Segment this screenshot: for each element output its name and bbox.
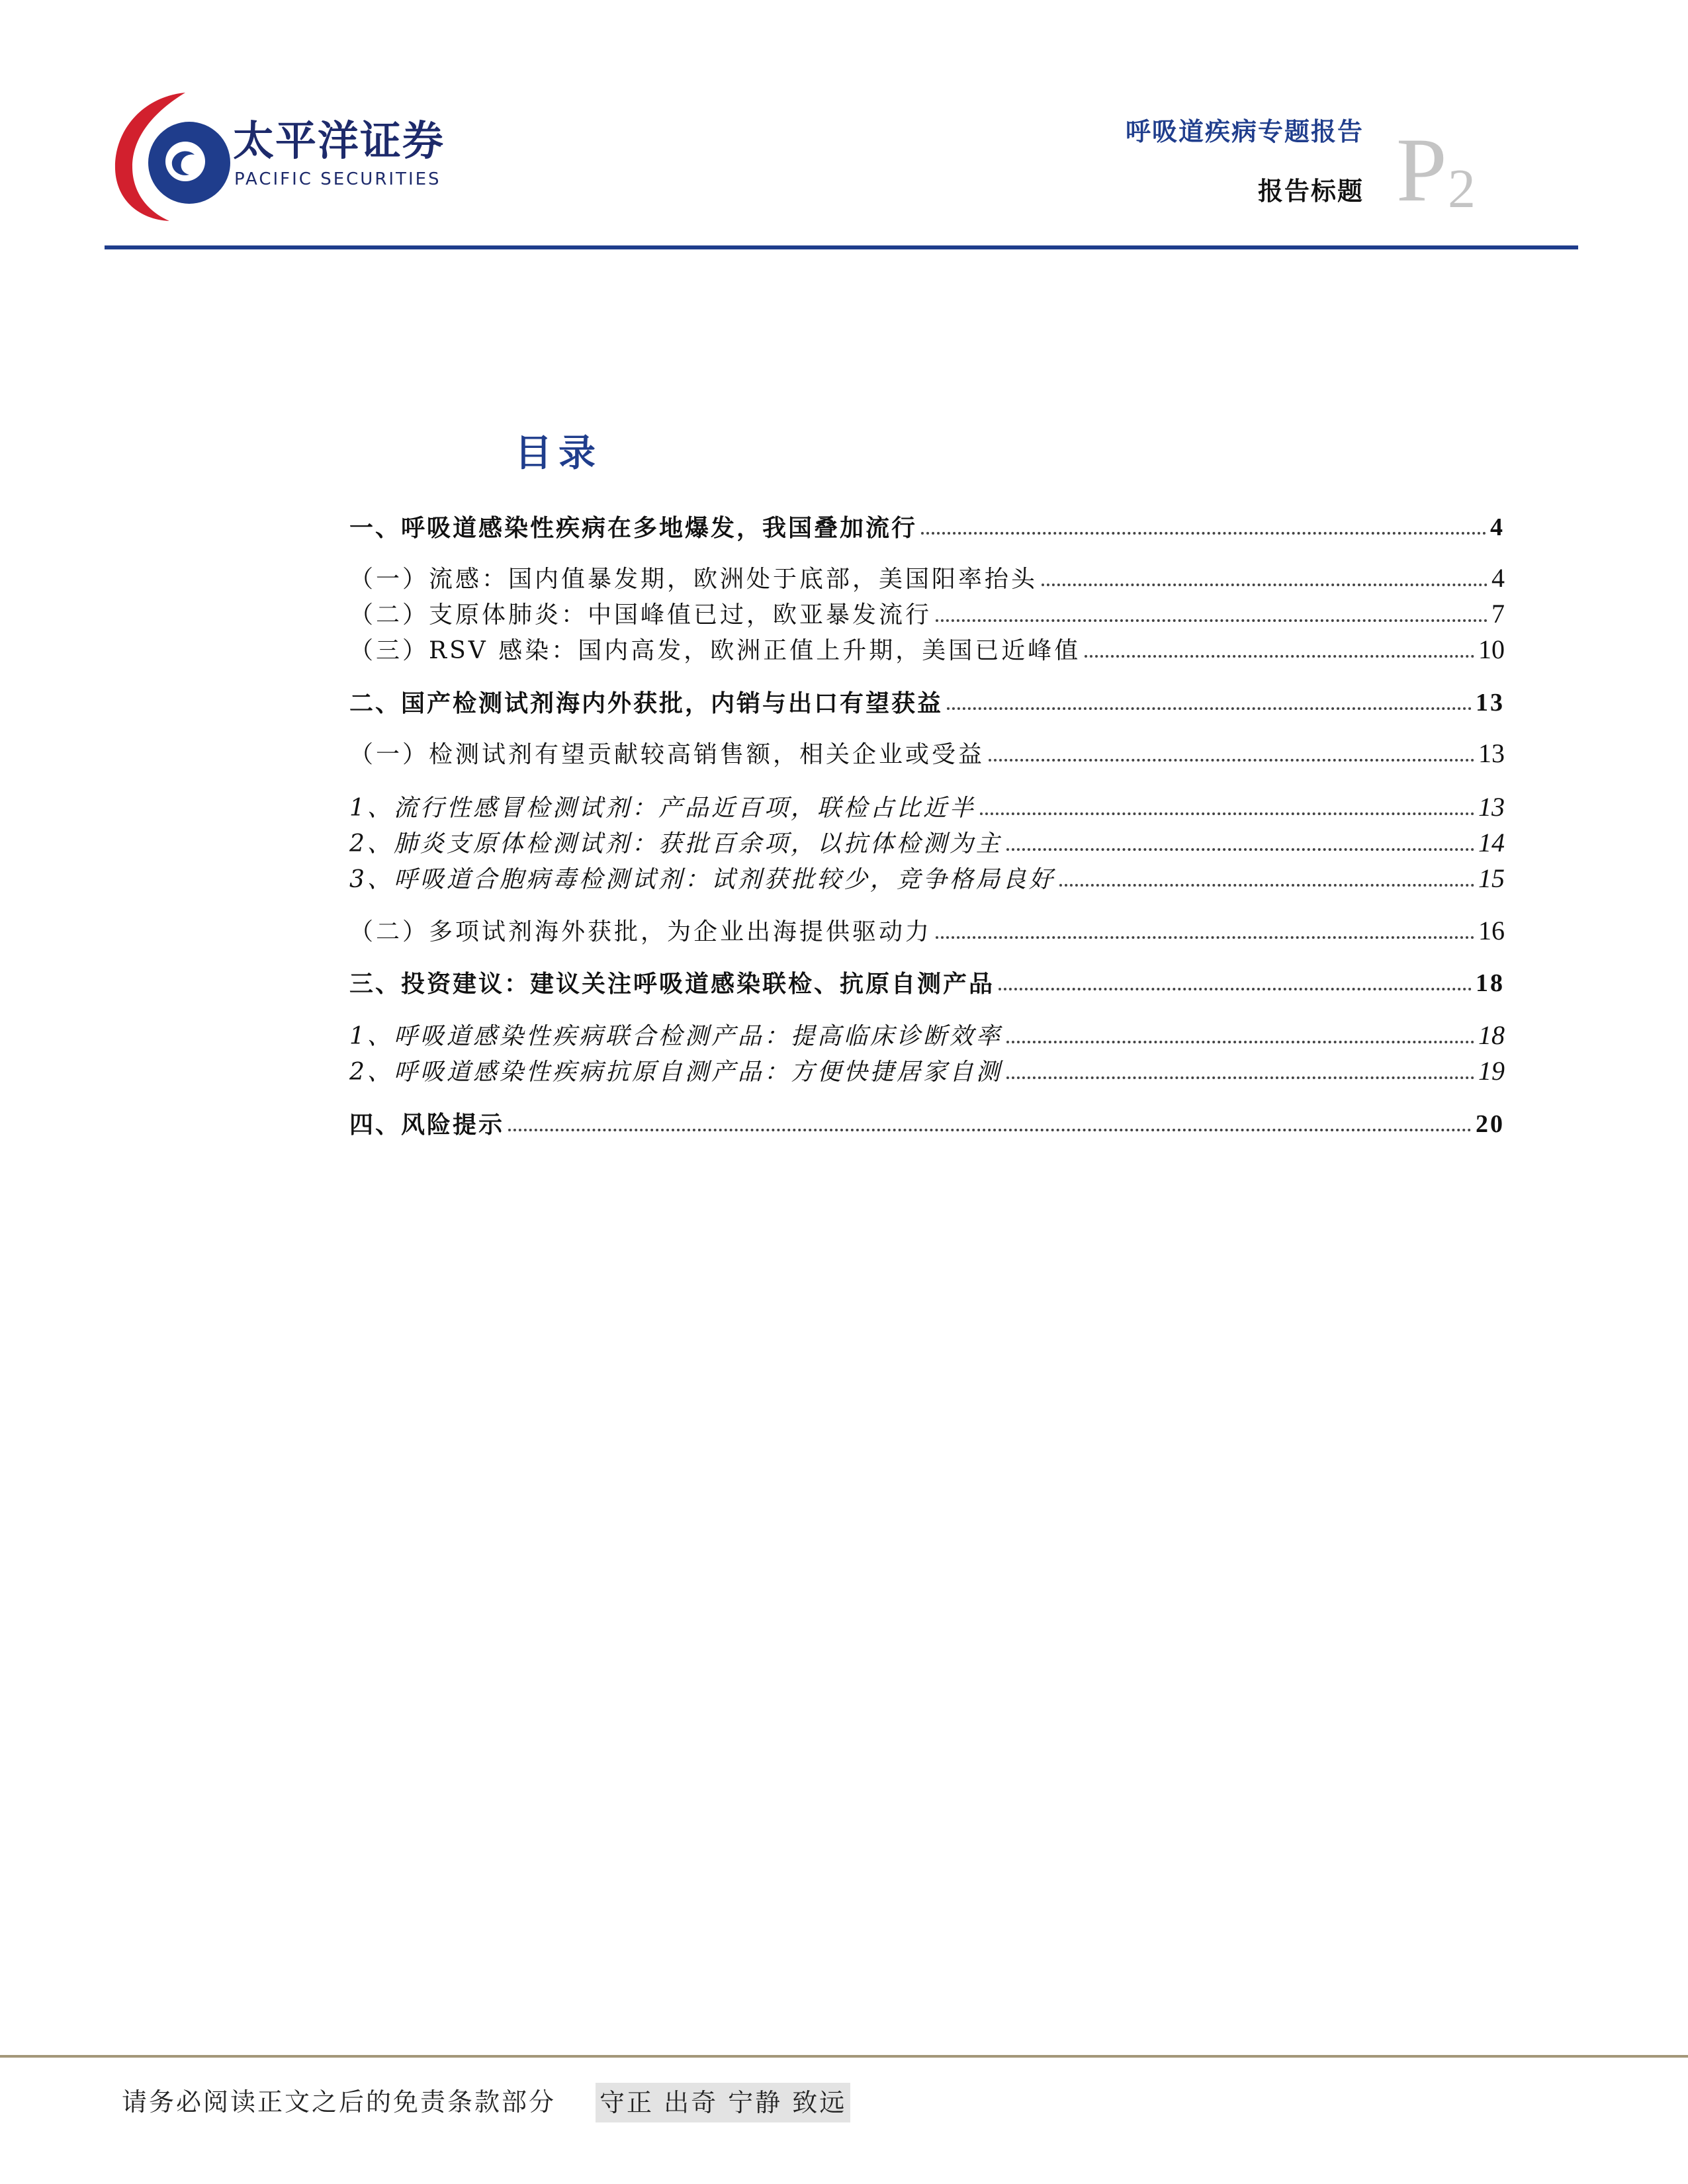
toc-entry-title: （三）RSV 感染：国内高发，欧洲正值上升期，美国已近峰值 xyxy=(349,637,1081,664)
toc-entry[interactable] xyxy=(349,1102,1505,1137)
toc-entry-page: 4 xyxy=(1490,513,1505,541)
brand-name-english: PACIFIC SECURITIES xyxy=(234,169,441,189)
footer-motto: 守正 出奇 宁静 致远 xyxy=(596,2083,850,2122)
toc-entry-page: 13 xyxy=(1478,738,1505,768)
toc-entry[interactable] xyxy=(349,557,1505,591)
toc-leader-dots xyxy=(1059,884,1474,887)
toc-leader-dots xyxy=(1006,848,1474,851)
toc-entry-title: 一、呼吸道感染性疾病在多地爆发，我国叠加流行 xyxy=(349,514,918,542)
toc-leader-dots xyxy=(980,812,1474,815)
toc-entry-page: 7 xyxy=(1491,599,1505,629)
table-of-contents xyxy=(349,0,1505,1191)
toc-leader-dots xyxy=(1085,655,1474,658)
toc-leader-dots xyxy=(508,1129,1472,1131)
toc-entry-page: 16 xyxy=(1478,916,1505,945)
toc-entry[interactable] xyxy=(349,910,1505,944)
toc-entry-page: 10 xyxy=(1478,634,1505,664)
toc-entry-title: （一）流感：国内值暴发期，欧洲处于底部，美国阳率抬头 xyxy=(349,566,1038,593)
toc-entry-title: 1、流行性感冒检测试剂：产品近百项，联检占比近半 xyxy=(349,795,976,822)
footer-disclaimer: 请务必阅读正文之后的免责条款部分 xyxy=(122,2087,556,2117)
footer-divider xyxy=(0,2055,1688,2058)
pacific-securities-logo-icon xyxy=(106,85,238,224)
toc-entry-page: 4 xyxy=(1491,563,1505,593)
toc-heading: 目录 xyxy=(515,432,602,475)
toc-leader-dots xyxy=(989,759,1474,762)
toc-entry[interactable] xyxy=(349,857,1505,892)
toc-entry-page: 18 xyxy=(1478,1020,1505,1050)
toc-leader-dots xyxy=(1006,1076,1474,1079)
toc-leader-dots xyxy=(936,936,1474,939)
toc-entry-title: （一）检测试剂有望贡献较高销售额，相关企业或受益 xyxy=(349,741,985,768)
toc-entry-title: 三、投资建议：建议关注呼吸道感染联检、抗原自测产品 xyxy=(349,970,995,998)
toc-entry[interactable] xyxy=(349,1050,1505,1084)
toc-entry[interactable] xyxy=(349,732,1505,767)
toc-entry-page: 15 xyxy=(1478,863,1505,893)
toc-leader-dots xyxy=(999,988,1472,990)
toc-entry-title: （二）支原体肺炎：中国峰值已过，欧亚暴发流行 xyxy=(349,601,932,629)
toc-leader-dots xyxy=(921,532,1486,535)
toc-leader-dots xyxy=(1006,1041,1474,1043)
toc-entry-title: 2、呼吸道感染性疾病抗原自测产品：方便快捷居家自测 xyxy=(349,1059,1002,1086)
toc-entry-page: 18 xyxy=(1476,969,1505,997)
toc-entry-title: 3、呼吸道合胞病毒检测试剂：试剂获批较少，竞争格局良好 xyxy=(349,866,1055,893)
page-number: 2 xyxy=(1448,158,1476,220)
page-letter: P xyxy=(1396,119,1447,220)
toc-entry-title: （二）多项试剂海外获批，为企业出海提供驱动力 xyxy=(349,918,932,945)
toc-leader-dots xyxy=(936,619,1488,622)
toc-entry[interactable] xyxy=(349,1014,1505,1049)
brand-name-chinese: 太平洋证券 xyxy=(233,116,445,165)
toc-entry-title: 1、呼吸道感染性疾病联合检测产品：提高临床诊断效率 xyxy=(349,1023,1002,1050)
toc-entry[interactable] xyxy=(349,629,1505,663)
toc-entry-title: 四、风险提示 xyxy=(349,1111,505,1139)
toc-entry-page: 13 xyxy=(1478,792,1505,822)
toc-entry-page: 20 xyxy=(1476,1110,1505,1138)
toc-entry[interactable] xyxy=(349,961,1505,996)
toc-leader-dots xyxy=(947,707,1472,710)
toc-entry-title: 二、国产检测试剂海内外获批，内销与出口有望获益 xyxy=(349,689,944,717)
toc-leader-dots xyxy=(1042,584,1488,586)
toc-entry-page: 19 xyxy=(1478,1056,1505,1086)
toc-entry[interactable] xyxy=(349,822,1505,856)
toc-entry-page: 13 xyxy=(1476,689,1505,717)
toc-entry[interactable] xyxy=(349,505,1505,540)
toc-entry[interactable] xyxy=(349,681,1505,715)
toc-entry-title: 2、肺炎支原体检测试剂：获批百余项，以抗体检测为主 xyxy=(349,830,1002,857)
toc-entry[interactable] xyxy=(349,593,1505,627)
report-title: 报告标题 xyxy=(1257,176,1364,206)
report-type: 呼吸道疾病专题报告 xyxy=(1125,116,1364,146)
toc-entry[interactable] xyxy=(349,786,1505,820)
toc-entry-page: 14 xyxy=(1478,828,1505,857)
